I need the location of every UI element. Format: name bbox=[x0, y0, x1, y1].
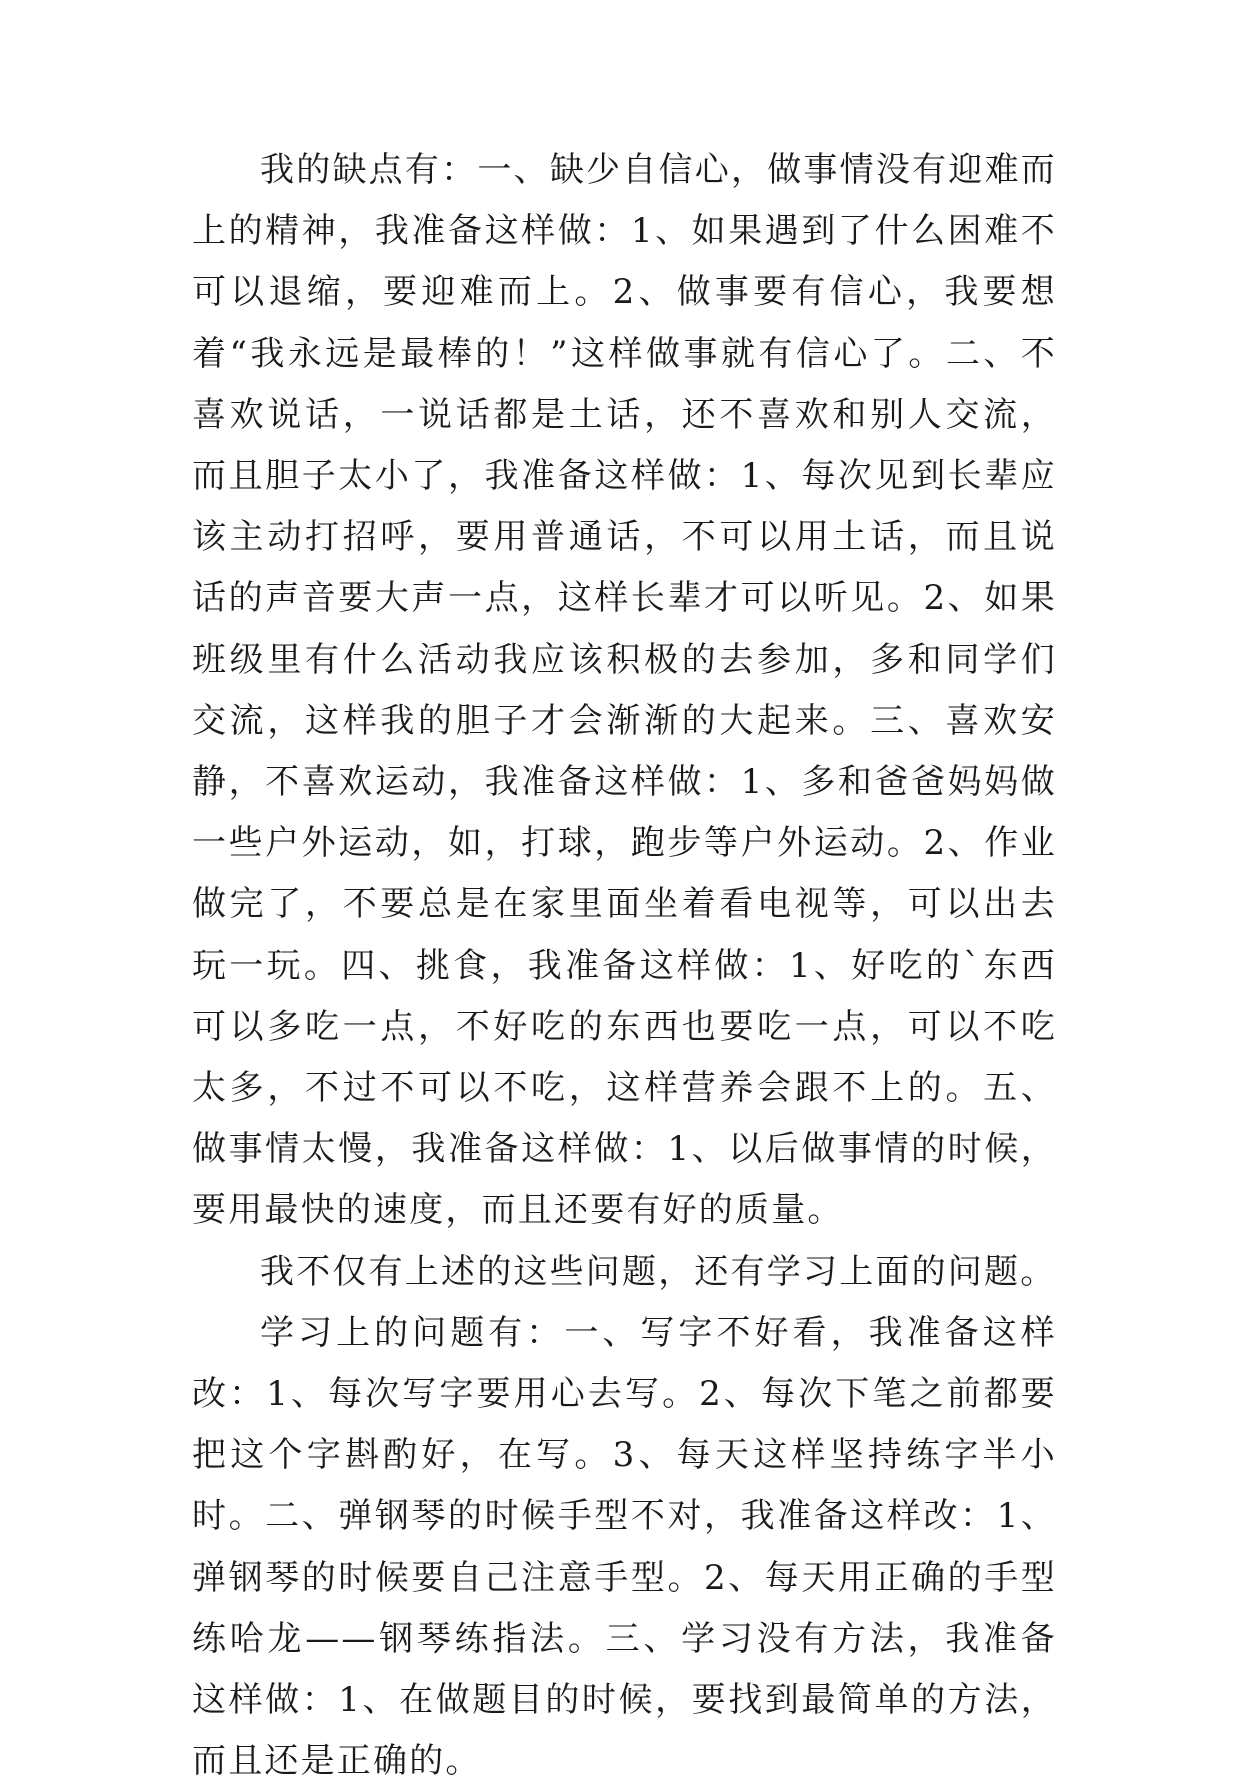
document-page bbox=[192, 140, 1057, 1792]
paragraph-shortcomings: 我的缺点有：一、缺少自信心，做事情没有迎难而上的精神，我准备这样做：1、如果遇到了什么困难不可以退缩，要迎难而上。2、做事要有信心，我要想着“我永远是最棒的！”这样做事就有信心了。二、不喜欢说话，一说话都是土话，还不喜欢和别人交流，而且胆子太小了，我准备这样做：1、每次见到长辈应该主动打招呼，要用普通话，不可以用土话，而且说话的声音要大声一点，这样长辈才可以听见。2、如果班级里有什么活动我应该积极的去参加，多和同学们交流，这样我的胆子才会渐渐的大起来。三、喜欢安静，不喜欢运动，我准备这样做：1、多和爸爸妈妈做一些户外运动，如，打球，跑步等户外运动。2、作业做完了，不要总是在家里面坐着看电视等，可以出去玩一玩。四、挑食，我准备这样做：1、好吃的`东西可以多吃一点，不好吃的东西也要吃一点，可以不吃太多，不过不可以不吃，这样营养会跟不上的。五、做事情太慢，我准备这样做：1、以后做事情的时候，要用最快的速度，而且还要有好的质量。 bbox=[192, 150, 1057, 1231]
paragraph-transition: 我不仅有上述的这些问题，还有学习上面的问题。 bbox=[260, 1251, 1057, 1292]
paragraph-study-problems: 学习上的问题有：一、写字不好看，我准备这样改：1、每次写字要用心去写。2、每次下笔之前都要把这个字斟酌好，在写。3、每天这样坚持练字半小时。二、弹钢琴的时候手型不对，我准备这样改：1、弹钢琴的时候要自己注意手型。2、每天用正确的手型练哈龙——钢琴练指法。三、学习没有方法，我准备这样做：1、在做题目的时候，要找到最简单的方法，而且还是正确的。 bbox=[192, 1312, 1057, 1782]
